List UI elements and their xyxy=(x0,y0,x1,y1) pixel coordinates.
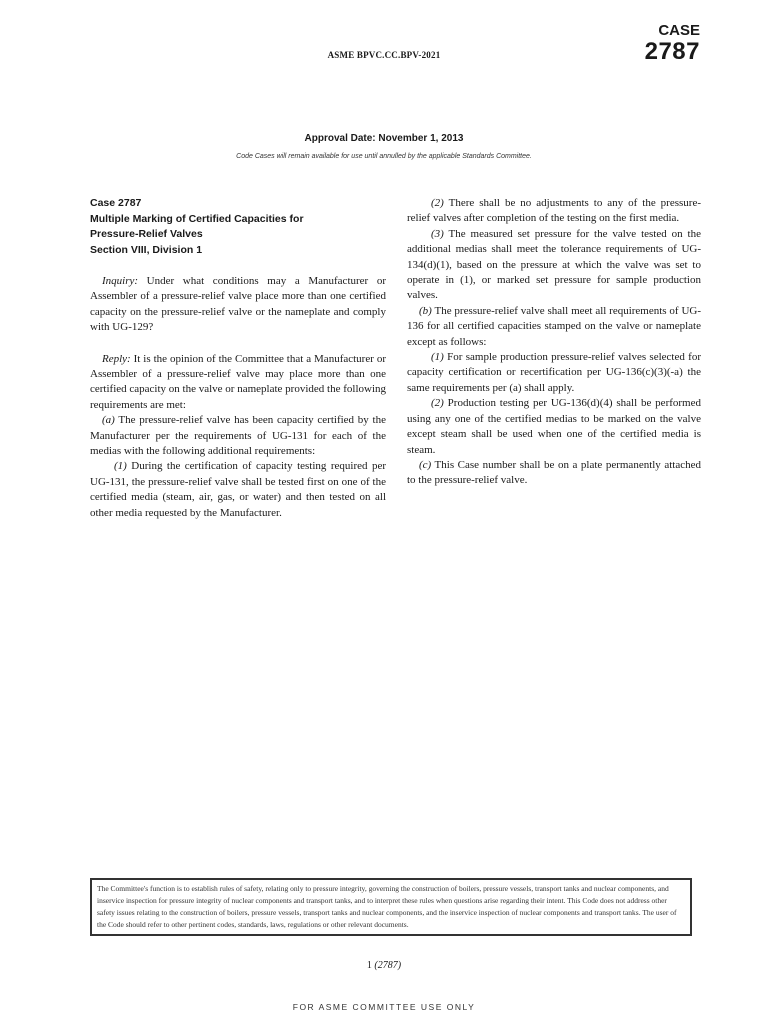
case-number: 2787 xyxy=(644,38,700,65)
case-title-line-1: Multiple Marking of Certified Capacities for xyxy=(90,212,304,225)
inquiry-text: Under what conditions may a Manufacturer or Assembler of a pressure-relief valve place more than one certified capacity on the pressure-relief valve or the nameplate and comply with UG-129? xyxy=(90,275,386,334)
requirement-b1 xyxy=(407,350,701,396)
requirement-a2-label: (2) xyxy=(431,197,444,209)
committee-notice-text: The Committee's function is to establish rules of safety, relating only to pressure integrity, governing the construction of boilers, pressure vessels, transport tanks and nuclear components, and inservice inspection for pressure integrity of nuclear components and transport tanks, and to interpret these rules when questions arise regarding their intent. This Code does not address other safety issues relating to the construction of boilers, pressure vessels, transport tanks and nuclear components, and the inservice inspection of nuclear components and transport tanks. The user of the Code should refer to other pertinent codes, standards, laws, regulations or other relevant documents. xyxy=(97,884,677,929)
case-title-block xyxy=(90,196,386,258)
page-case-ref: (2787) xyxy=(374,960,402,971)
reply-paragraph xyxy=(90,352,386,414)
requirement-b xyxy=(407,304,701,350)
requirement-b1-label: (1) xyxy=(431,351,444,364)
right-column xyxy=(407,196,701,489)
page-number xyxy=(0,960,768,971)
requirement-b1-text: For sample production pressure-relief valves selected for capacity certification or recertification per UG-136(c)(3)(-a) the same requirements per (a) shall apply. xyxy=(407,351,701,394)
case-section: Section VIII, Division 1 xyxy=(90,243,203,256)
requirement-c-text: This Case number shall be on a plate permanently attached to the pressure-relief valve. xyxy=(407,458,701,487)
committee-notice-box xyxy=(90,878,692,936)
requirement-a1-text: During the certification of capacity testing required per UG-131, the pressure-relief valve shall be tested first on one of the certified media (steam, air, gas, or water) and then tested on all other media requested by the Manufacturer. xyxy=(90,460,386,519)
requirement-a2 xyxy=(407,196,701,227)
approval-date: Approval Date: November 1, 2013 xyxy=(304,133,464,144)
requirement-c-label: (c) xyxy=(419,458,432,471)
standard-reference: ASME BPVC.CC.BPV-2021 xyxy=(327,50,441,60)
page-number-value: 1 xyxy=(366,960,372,971)
inquiry-label: Inquiry: xyxy=(102,275,139,287)
reply-label: Reply: xyxy=(102,352,131,365)
requirement-b2-label: (2) xyxy=(431,397,444,410)
requirement-a3-text: The measured set pressure for the valve tested on the additional medias shall meet the tolerance requirements of UG-134(d)(1), based on the pressure at which the valve was set to operate in (1), or marked set pressure for sample production valves. xyxy=(407,227,701,302)
case-heading: Case 2787 xyxy=(90,197,142,209)
requirement-b-text: The pressure-relief valve shall meet all requirements of UG-136 for all certified capacities stamped on the valve or nameplate except as follows: xyxy=(407,304,701,348)
requirement-a2-text: There shall be no adjustments to any of the pressure-relief valves after completion of the testing on the first media. xyxy=(407,197,701,225)
requirement-b2-text: Production testing per UG-136(d)(4) shall be performed using any one of the certified medias to be marked on the valve except steam shall be used when one of the certified media is steam. xyxy=(407,397,701,456)
requirement-a3-label: (3) xyxy=(431,227,444,240)
requirement-a-label: (a) xyxy=(102,414,115,427)
requirement-a1-label: (1) xyxy=(114,460,127,473)
requirement-b2 xyxy=(407,396,701,458)
requirement-b-label: (b) xyxy=(419,304,432,317)
case-label: CASE xyxy=(658,22,700,39)
requirement-a-text: The pressure-relief valve has been capacity certified by the Manufacturer per the requirements of UG-131 for each of the medias with the following additional requirements: xyxy=(90,414,386,458)
requirement-a1 xyxy=(90,459,386,521)
approval-note: Code Cases will remain available for use until annulled by the applicable Standards Committee. xyxy=(236,153,532,160)
requirement-a xyxy=(90,413,386,459)
inquiry-paragraph xyxy=(90,274,386,336)
case-title-line-2: Pressure-Relief Valves xyxy=(90,228,203,240)
reply-text: It is the opinion of the Committee that a Manufacturer or Assembler of a pressure-relief valve may place more than one certified capacity on the valve or nameplate provided the following requirements are met: xyxy=(90,352,386,411)
committee-use-notice: FOR ASME COMMITTEE USE ONLY xyxy=(292,1002,476,1012)
requirement-a3 xyxy=(407,227,701,304)
left-column xyxy=(90,196,386,521)
requirement-c xyxy=(407,458,701,489)
